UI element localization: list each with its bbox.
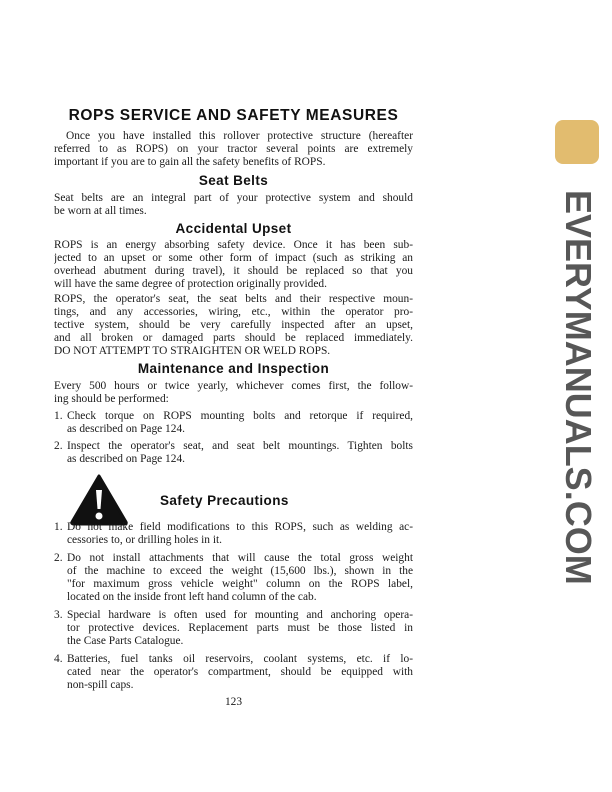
text-line: be worn at all times. (54, 205, 147, 217)
watermark-logo (555, 120, 599, 164)
safety-item (54, 552, 413, 604)
item-text (67, 552, 413, 604)
text-line: referred to as ROPS) on your tractor several points are extremely (54, 143, 413, 155)
text-line: "for maximum gross vehicle weight" column on the ROPS label, (67, 578, 413, 590)
item-number: 3. (54, 609, 63, 621)
text-line: Seat belts are an integral part of your protective system and should (54, 192, 413, 204)
item-text (67, 653, 413, 692)
text-line: of the machine to exceed the weight (15,600 lbs.), shown in the (67, 565, 413, 577)
text-line: cated near the operator's compartment, should be equipped with (67, 666, 413, 678)
text-line: tor protective devices. Replacement parts must be those listed in (67, 622, 413, 634)
text-line: tective system, should be very carefully inspected after an upset, (54, 319, 413, 331)
warning-triangle-icon (70, 474, 128, 526)
text-line: ROPS, the operator's seat, the seat belts and their respective moun- (54, 293, 413, 305)
text-line: and all broken or damaged parts should be replaced immediately. (54, 332, 413, 344)
text-line: tings, and any accessories, wiring, etc., within the operator pro- (54, 306, 413, 318)
text-line: ROPS is an energy absorbing safety device. Once it has been sub- (54, 239, 413, 251)
text-line: will have the same degree of protection originally provided. (54, 278, 327, 290)
text-line: located on the inside front left hand column of the cab. (67, 591, 317, 603)
item-number: 1. (54, 410, 63, 422)
maintenance-item (54, 410, 413, 436)
item-number: 2. (54, 552, 63, 564)
item-number: 2. (54, 440, 63, 452)
upset-paragraph-2 (54, 293, 413, 358)
seat-belts-paragraph (54, 192, 413, 218)
text-line: Do not make field modifications to this ROPS, such as welding ac- (67, 521, 413, 533)
text-line: Once you have installed this rollover protective structure (hereafter (66, 130, 413, 142)
item-text (67, 410, 413, 436)
text-line: DO NOT ATTEMPT TO STRAIGHTEN OR WELD ROPS. (54, 345, 331, 357)
heading-maintenance: Maintenance and Inspection (137, 361, 330, 376)
item-text (67, 609, 413, 648)
item-text (67, 440, 413, 466)
watermark-text: EVERYMANUALS.COM (558, 190, 599, 585)
page-title: ROPS SERVICE AND SAFETY MEASURES (68, 107, 399, 124)
text-line: jected to an upset or some other form of impact (such as striking an (54, 252, 413, 264)
item-text (67, 521, 413, 547)
text-line: Inspect the operator's seat, and seat belt mountings. Tighten bolts (67, 440, 413, 452)
item-number: 1. (54, 521, 63, 533)
text-line: ing should be performed: (54, 393, 169, 405)
text-line: cessories to, or drilling holes in it. (67, 534, 223, 546)
text-line: as described on Page 124. (67, 453, 185, 465)
text-line: Do not install attachments that will cause the total gross weight (67, 552, 413, 564)
upset-paragraph-1 (54, 239, 413, 291)
safety-item (54, 653, 413, 692)
text-line: Every 500 hours or twice yearly, whichever comes first, the follow- (54, 380, 413, 392)
safety-item (54, 521, 413, 547)
intro-paragraph (54, 130, 413, 169)
heading-safety-precautions: Safety Precautions (160, 493, 289, 508)
text-line: overhead abutment during travel), it should be replaced so that you (54, 265, 413, 277)
maintenance-intro (54, 380, 413, 406)
text-line: Batteries, fuel tanks oil reservoirs, coolant systems, etc. if lo- (67, 653, 413, 665)
text-line: important if you are to gain all the safety benefits of ROPS. (54, 156, 326, 168)
text-line: as described on Page 124. (67, 423, 185, 435)
text-line: the Case Parts Catalogue. (67, 635, 184, 647)
text-line: non-spill caps. (67, 679, 134, 691)
page-number: 123 (224, 696, 243, 708)
heading-accidental-upset: Accidental Upset (175, 221, 292, 236)
text-line: Check torque on ROPS mounting bolts and retorque if required, (67, 410, 413, 422)
heading-seat-belts: Seat Belts (198, 173, 269, 188)
safety-item (54, 609, 413, 648)
maintenance-item (54, 440, 413, 466)
item-number: 4. (54, 653, 63, 665)
text-line: Special hardware is often used for mounting and anchoring opera- (67, 609, 413, 621)
